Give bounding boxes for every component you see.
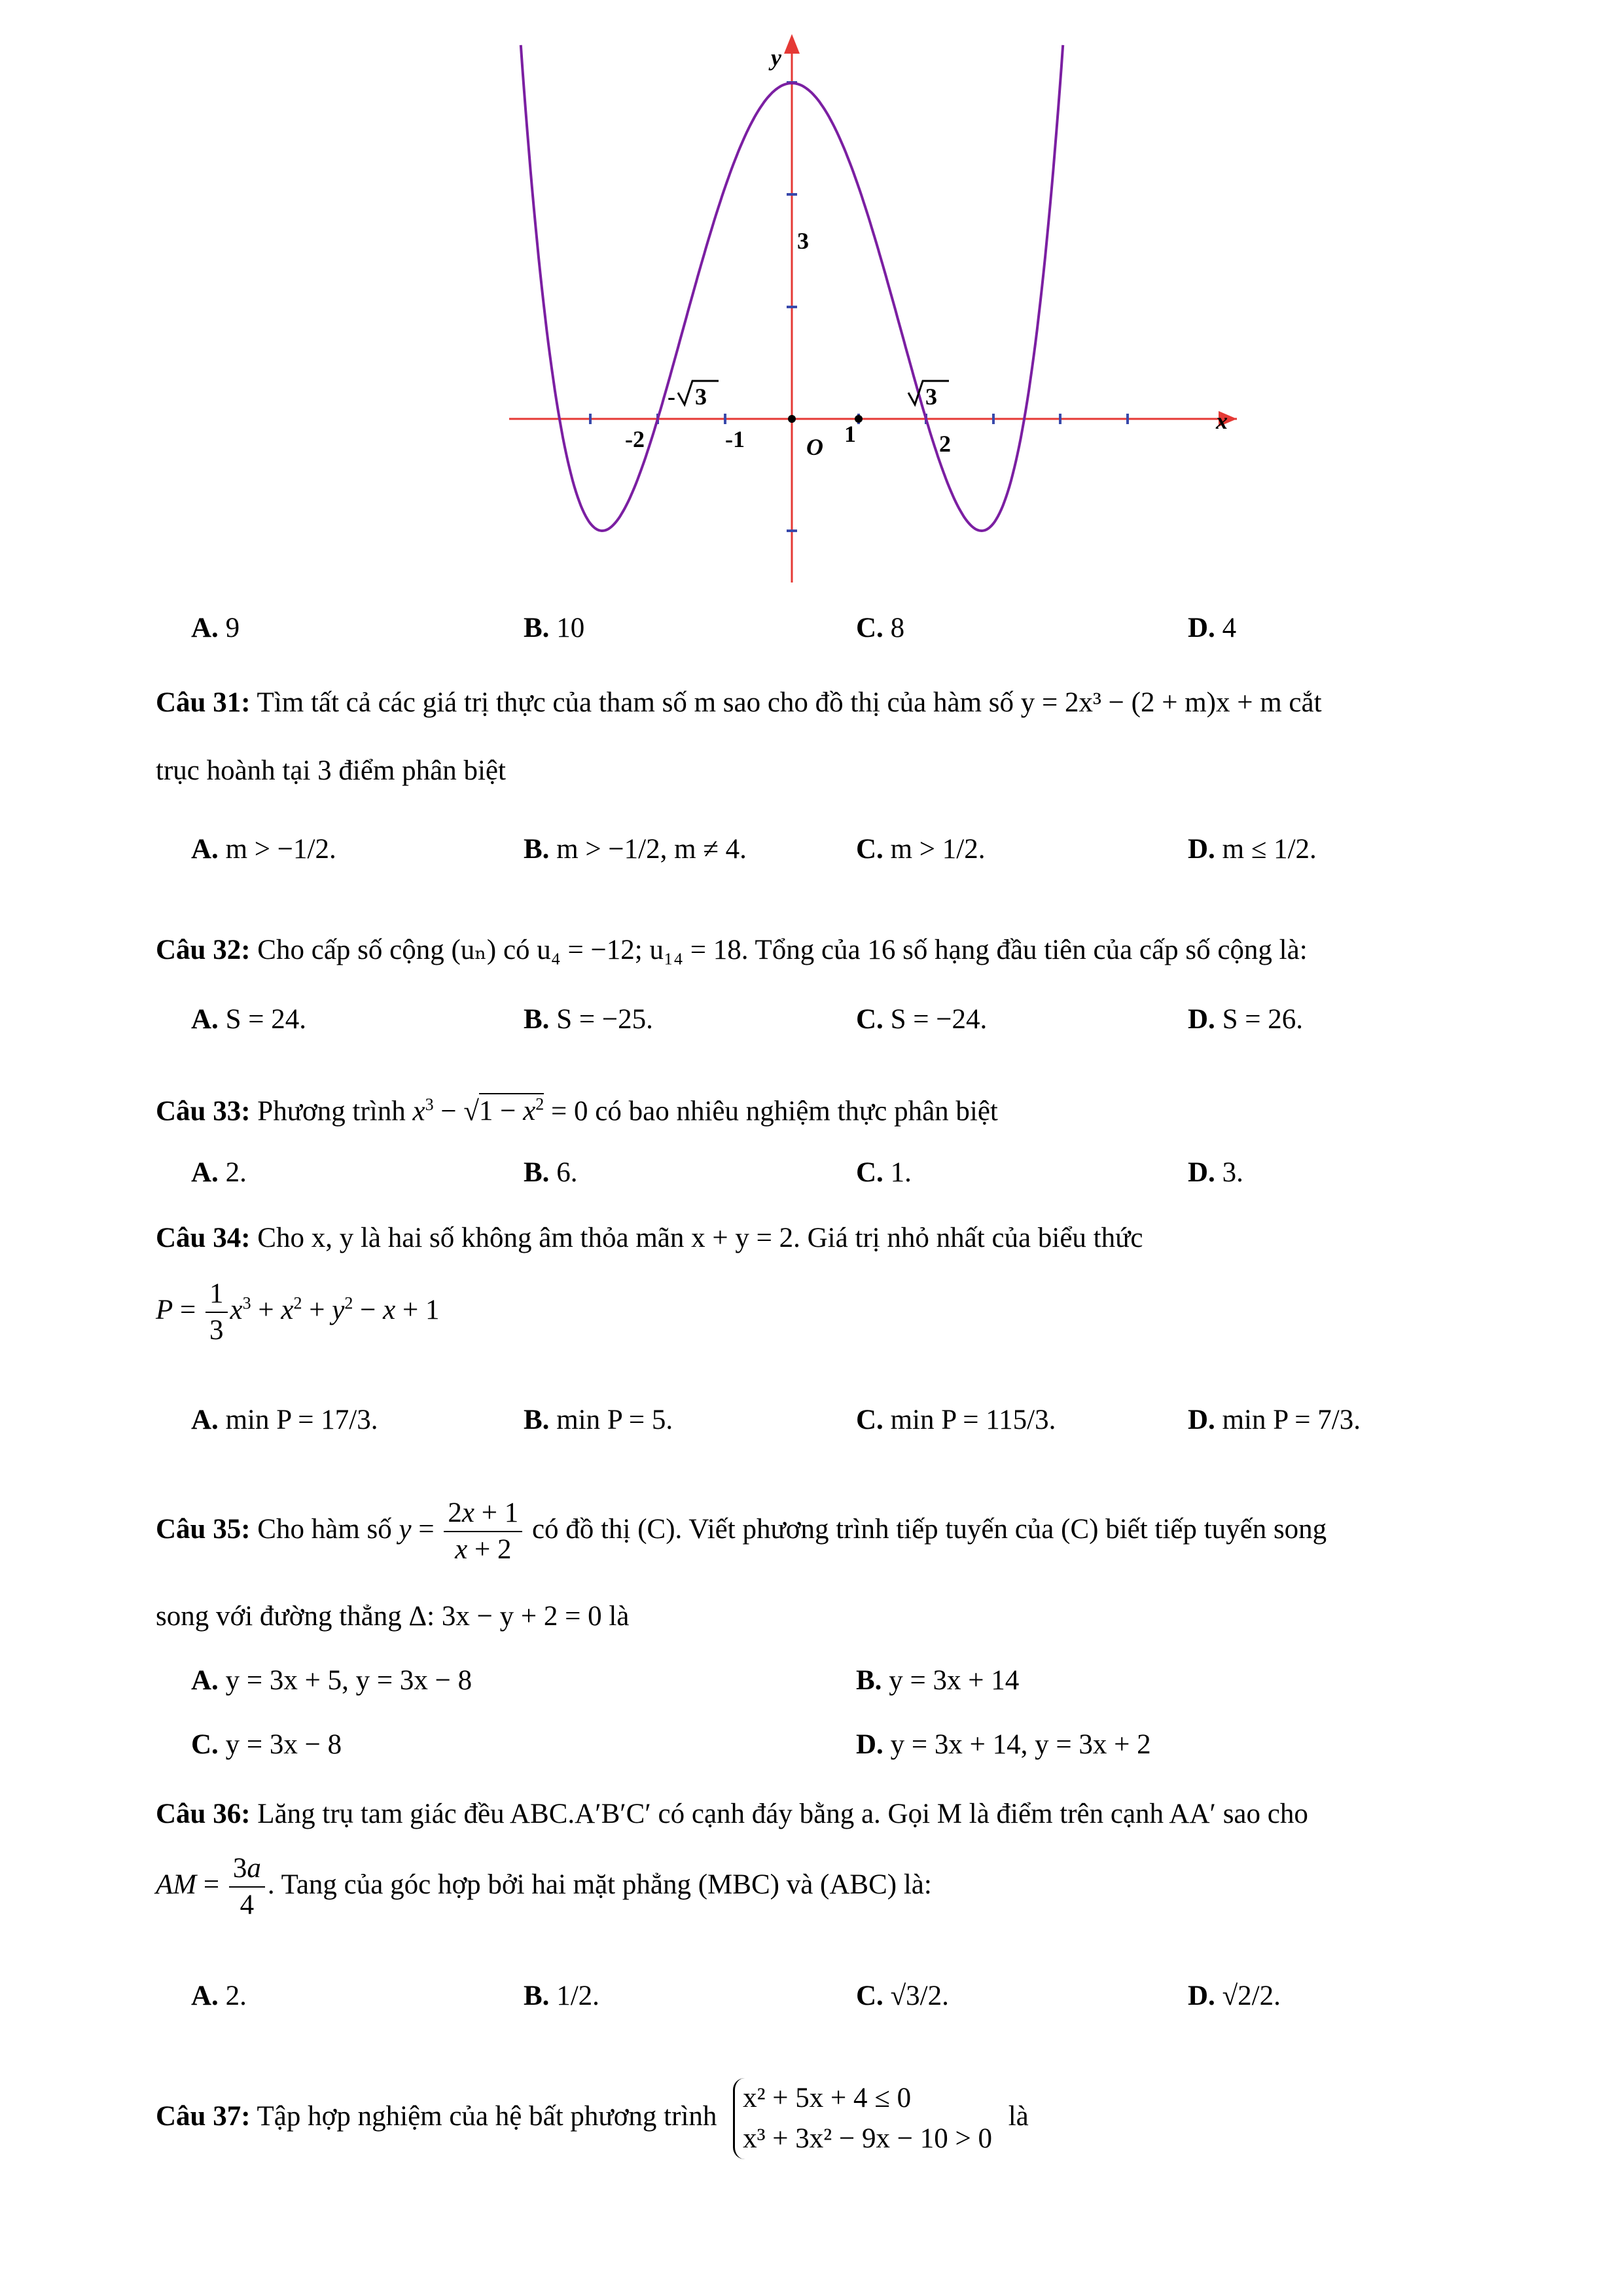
- q32-option-d[interactable]: D. S = 26.: [1188, 1004, 1303, 1035]
- q30-option-c[interactable]: C. 8: [856, 613, 905, 643]
- q31-option-c[interactable]: C. m > 1/2.: [856, 834, 986, 865]
- q35-option-b[interactable]: B. y = 3x + 14: [856, 1665, 1020, 1696]
- svg-text:3: 3: [925, 384, 937, 410]
- q32-option-c[interactable]: C. S = −24.: [856, 1004, 988, 1035]
- x-axis-label: x: [1216, 408, 1228, 434]
- q36-option-b[interactable]: B. 1/2.: [524, 1981, 599, 2011]
- x-label-pos-sqrt3: [908, 381, 949, 410]
- x-label-2: 2: [939, 431, 951, 457]
- q34-option-b[interactable]: B. min P = 5.: [524, 1405, 673, 1435]
- q34-option-a[interactable]: A. min P = 17/3.: [191, 1405, 378, 1435]
- x-label-neg-sqrt3: [668, 381, 719, 410]
- svg-text:3: 3: [695, 384, 707, 410]
- q34-stem: Câu 34: Cho x, y là hai số không âm thỏa mãn x + y = 2. Giá trị nhỏ nhất của biểu thức: [156, 1223, 1143, 1253]
- y-axis-label: y: [771, 45, 781, 71]
- q35-option-c[interactable]: C. y = 3x − 8: [191, 1729, 342, 1760]
- y-value-3: 3: [797, 228, 809, 254]
- q31-option-a[interactable]: A. m > −1/2.: [191, 834, 336, 865]
- x-label-neg2: -2: [625, 426, 645, 452]
- x-label-1: 1: [844, 421, 856, 447]
- q31-option-b[interactable]: B. m > −1/2, m ≠ 4.: [524, 834, 747, 865]
- q37-stem: Câu 37: Tập hợp nghiệm của hệ bất phương trình x² + 5x + 4 ≤ 0 x³ + 3x² − 9x − 10 > 0 là: [156, 2078, 1029, 2159]
- q33-option-c[interactable]: C. 1.: [856, 1157, 912, 1188]
- q32-stem: Câu 32: Cho cấp số cộng (uₙ) có u₄ = −12; u₁₄ = 18. Tổng của 16 số hạng đầu tiên của cấp số cộng là:: [156, 935, 1308, 965]
- q33-stem: Câu 33: Phương trình $x^3 - √1 - x^2 = 0$ có bao nhiêu nghiệm thực phân biệt: [156, 1085, 998, 1131]
- q35-option-d[interactable]: D. y = 3x + 14, y = 3x + 2: [856, 1729, 1151, 1760]
- function-graph: [0, 0, 1623, 589]
- q31-stem: Câu 31: Tìm tất cả các giá trị thực của tham số m sao cho đồ thị của hàm số y = 2x³ − (2 + m)x + m cắt: [156, 687, 1322, 718]
- q34-option-c[interactable]: C. min P = 115/3.: [856, 1405, 1056, 1435]
- q36-stem: Câu 36: Lăng trụ tam giác đều ABC.A′B′C′ có cạnh đáy bằng a. Gọi M là điểm trên cạnh AA′ sao cho: [156, 1799, 1308, 1829]
- q30-option-d[interactable]: D. 4: [1188, 613, 1237, 643]
- point-origin: [788, 415, 796, 423]
- x-label-neg1: -1: [725, 426, 745, 452]
- q32-option-a[interactable]: A. S = 24.: [191, 1004, 306, 1035]
- y-axis-arrow: [784, 34, 800, 54]
- q36-stem-line2: AM = $\frac{3a}{4}$ . Tang của góc hợp bởi hai mặt phẳng (MBC) và (ABC) là:: [156, 1851, 932, 1923]
- inequality-system: x² + 5x + 4 ≤ 0 x³ + 3x² − 9x − 10 > 0: [733, 2078, 992, 2159]
- q36-option-d[interactable]: D. √2/2.: [1188, 1981, 1281, 2011]
- q35-stem: Câu 35: Cho hàm số y = $\frac{2x + 1}{x + 2}$ có đồ thị (C). Viết phương trình tiếp tuyến của (C) biết tiếp tuyến song: [156, 1496, 1327, 1568]
- q33-option-d[interactable]: D. 3.: [1188, 1157, 1243, 1188]
- q30-option-a[interactable]: A. 9: [191, 613, 240, 643]
- q36-option-a[interactable]: A. 2.: [191, 1981, 247, 2011]
- q32-option-b[interactable]: B. S = −25.: [524, 1004, 653, 1035]
- q36-option-c[interactable]: C. √3/2.: [856, 1981, 949, 2011]
- q30-option-b[interactable]: B. 10: [524, 613, 585, 643]
- q35-option-a[interactable]: A. y = 3x + 5, y = 3x − 8: [191, 1665, 473, 1696]
- q33-option-b[interactable]: B. 6.: [524, 1157, 578, 1188]
- q34-option-d[interactable]: D. min P = 7/3.: [1188, 1405, 1361, 1435]
- q33-option-a[interactable]: A. 2.: [191, 1157, 247, 1188]
- origin-label: O: [806, 434, 823, 460]
- q31-stem-line2: trục hoành tại 3 điểm phân biệt: [156, 755, 506, 786]
- q35-stem-line2: song với đường thẳng Δ: 3x − y + 2 = 0 là: [156, 1601, 630, 1632]
- q31-option-d[interactable]: D. m ≤ 1/2.: [1188, 834, 1317, 865]
- svg-text:-: -: [668, 384, 675, 410]
- q34-expression: P = $\frac{1}{3}$ $x^3 + x^2 + y^2 - x + 1$: [156, 1276, 439, 1348]
